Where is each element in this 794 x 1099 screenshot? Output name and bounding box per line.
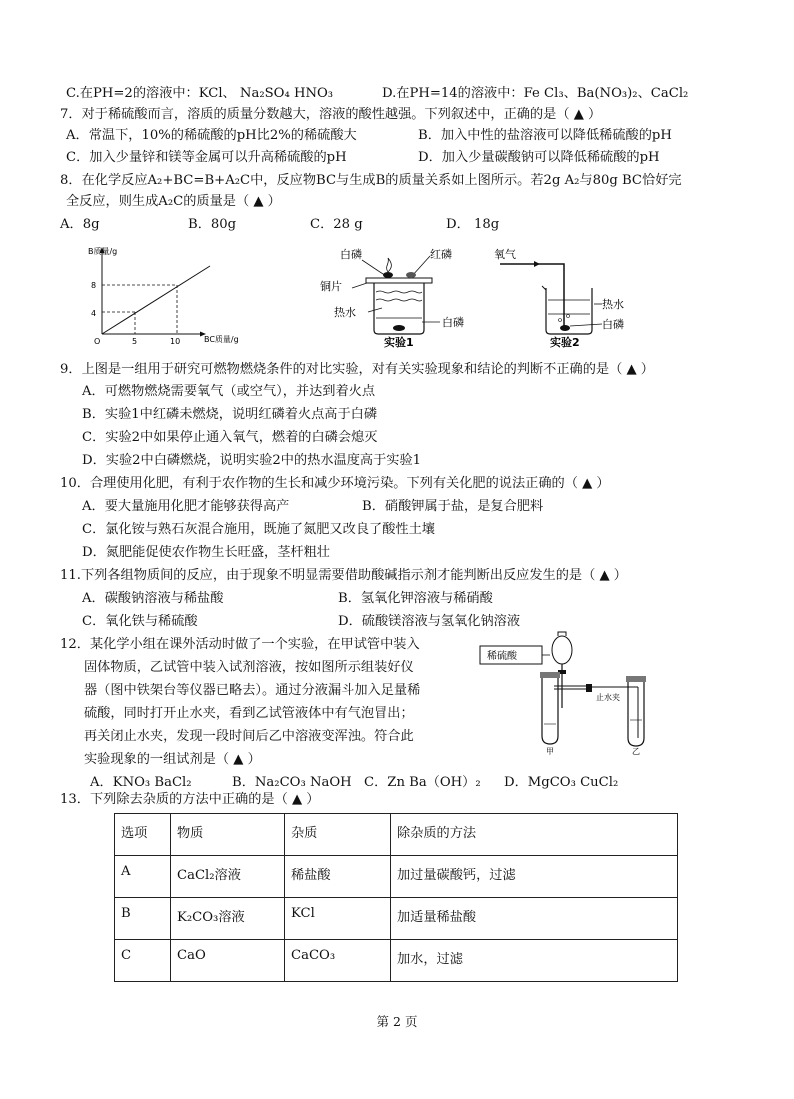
q12-stem-4: 硫酸，同时打开止水夹，看到乙试管液体中有气泡冒出； <box>84 706 414 721</box>
q12-option-b: B．Na₂CO₃ NaOH <box>232 775 352 790</box>
table-header-cell: 除杂质的方法 <box>391 814 678 856</box>
q7-option-a: A．常温下，10%的稀硫酸的pH比2%的稀硫酸大 <box>66 128 357 143</box>
q12-stem-3: 器（图中铁架台等仪器已略去）。通过分液漏斗加入足量稀 <box>84 683 421 698</box>
test-tube-jia <box>542 674 558 744</box>
table-cell: 稀盐酸 <box>285 856 391 898</box>
red-phosphorus-piece <box>406 272 416 278</box>
graph-x-tick-10: 10 <box>170 337 181 346</box>
oxygen-tube <box>500 264 564 326</box>
table-cell: B <box>115 898 171 940</box>
exp1-copper-label: 铜片 <box>320 280 342 293</box>
test-tube-yi <box>628 680 644 746</box>
table-row <box>115 940 678 982</box>
table-row <box>115 898 678 940</box>
graph-y-tick-8: 8 <box>91 281 97 290</box>
label-jia: 甲 <box>546 747 554 756</box>
q8-stem-2: 全反应，则生成A₂C的质量是（ ▲ ） <box>66 194 281 209</box>
q12-stem-2: 固体物质，乙试管中装入试剂溶液，按如图所示组装好仪 <box>84 660 414 675</box>
table-row <box>115 856 678 898</box>
q7-option-c: C．加入少量锌和镁等金属可以升高稀硫酸的pH <box>66 150 347 165</box>
table-cell: CaCl₂溶液 <box>171 856 285 898</box>
q9-option-d: D．实验2中白磷燃烧，说明实验2中的热水温度高于实验1 <box>82 453 422 468</box>
exp1-red-phosphorus-label: 红磷 <box>430 248 452 261</box>
q6-option-d: D.在PH=14的溶液中：Fe Cl₃、Ba(NO₃)₂、CaCl₂ <box>382 86 689 101</box>
q12-option-d: D．MgCO₃ CuCl₂ <box>504 775 619 790</box>
white-phosphorus-piece <box>383 272 393 278</box>
q13-options-table <box>114 813 678 982</box>
q8-option-d: D． 18g <box>446 217 500 232</box>
table-cell: K₂CO₃溶液 <box>171 898 285 940</box>
q13-stem: 13．下列除去杂质的方法中正确的是（ ▲ ） <box>60 792 320 807</box>
copper-plate <box>366 278 432 283</box>
graph-line <box>102 266 210 334</box>
experiment-2-diagram <box>490 244 640 349</box>
q9-stem: 9．上图是一组用于研究可燃物燃烧条件的对比实验，对有关实验现象和结论的判断不正确的是（ ▲ ） <box>60 362 654 377</box>
mass-relation-graph <box>82 244 252 349</box>
table-cell: 加适量稀盐酸 <box>391 898 678 940</box>
q7-option-b: B．加入中性的盐溶液可以降低稀硫酸的pH <box>418 128 672 143</box>
q11-stem: 11.下列各组物质间的反应，由于现象不明显需要借助酸碱指示剂才能判断出反应发生的是（ ▲ ） <box>60 568 627 583</box>
q11-option-c: C．氧化铁与稀硫酸 <box>82 614 198 629</box>
q11-option-a: A．碳酸钠溶液与稀盐酸 <box>82 591 224 606</box>
table-header-cell: 物质 <box>171 814 285 856</box>
q12-stem-6: 实验现象的一组试剂是（ ▲ ） <box>84 752 261 767</box>
table-header-row <box>115 814 678 856</box>
flame-icon <box>387 258 392 272</box>
page-footer: 第 2 页 <box>376 1014 418 1029</box>
table-header-cell: 杂质 <box>285 814 391 856</box>
table-cell: 加水，过滤 <box>391 940 678 982</box>
q10-option-b: B．硝酸钾属于盐，是复合肥料 <box>362 499 544 514</box>
q7-stem: 7．对于稀硫酸而言，溶质的质量分数越大，溶液的酸性越强。下列叙述中，正确的是（ ▲ ） <box>60 107 602 122</box>
stop-clamp <box>586 684 592 692</box>
graph-x-tick-5: 5 <box>132 337 138 346</box>
q12-stem-5: 再关闭止水夹，发现一段时间后乙中溶液变浑浊。符合此 <box>84 729 414 744</box>
separatory-funnel <box>552 636 572 664</box>
graph-origin: O <box>94 337 101 346</box>
experiment-1-diagram <box>318 244 488 349</box>
exp1-white-phosphorus-label: 白磷 <box>340 248 362 261</box>
table-cell: C <box>115 940 171 982</box>
clamp-label: 止水夹 <box>596 693 620 702</box>
q8-stem-1: 8．在化学反应A₂+BC=B+A₂C中，反应物BC与生成B的质量关系如上图所示。若2g A₂与80g BC恰好完 <box>60 173 682 188</box>
q9-option-c: C．实验2中如果停止通入氧气，燃着的白磷会熄灭 <box>82 430 378 445</box>
q12-option-a: A．KNO₃ BaCl₂ <box>90 775 192 790</box>
q9-option-a: A．可燃物燃烧需要氧气（或空气），并达到着火点 <box>82 384 376 399</box>
exp2-caption: 实验2 <box>550 336 580 349</box>
graph-y-tick-4: 4 <box>91 309 97 318</box>
q8-option-b: B．80g <box>188 217 237 232</box>
q11-option-b: B．氢氧化钾溶液与稀硝酸 <box>338 591 493 606</box>
q8-option-c: C．28 g <box>310 217 363 232</box>
table-cell: CaCO₃ <box>285 940 391 982</box>
table-cell: CaO <box>171 940 285 982</box>
q7-option-d: D．加入少量碳酸钠可以降低稀硫酸的pH <box>418 150 660 165</box>
acid-label: 稀硫酸 <box>487 651 517 662</box>
table-cell: KCl <box>285 898 391 940</box>
table-cell: A <box>115 856 171 898</box>
exp2-oxygen-label: 氧气 <box>494 248 516 261</box>
q6-option-c: C.在PH=2的溶液中：KCl、 Na₂SO₄ HNO₃ <box>66 86 334 101</box>
q10-stem: 10．合理使用化肥，有利于农作物的生长和减少环境污染。下列有关化肥的说法正确的（ ▲ ） <box>60 476 610 491</box>
q10-option-d: D．氮肥能促使农作物生长旺盛，茎杆粗壮 <box>82 545 330 560</box>
q10-option-c: C．氯化铵与熟石灰混合施用，既施了氮肥又改良了酸性土壤 <box>82 522 435 537</box>
label-yi: 乙 <box>632 747 640 756</box>
q12-stem-1: 12．某化学小组在课外活动时做了一个实验，在甲试管中装入 <box>60 637 420 652</box>
table-cell: 加过量碳酸钙，过滤 <box>391 856 678 898</box>
exp2-white-phosphorus-label: 白磷 <box>602 318 624 331</box>
q12-option-c: C．Zn Ba（OH）₂ <box>364 775 481 790</box>
graph-x-label: BC质量/g <box>204 335 239 344</box>
q10-option-a: A．要大量施用化肥才能够获得高产 <box>82 499 290 514</box>
q8-option-a: A．8g <box>60 217 100 232</box>
exp2-hot-water-label: 热水 <box>602 298 624 311</box>
table-header-cell: 选项 <box>115 814 171 856</box>
exp1-caption: 实验1 <box>384 336 414 349</box>
exp1-hot-water-label: 热水 <box>334 306 356 319</box>
q9-option-b: B．实验1中红磷未燃烧，说明红磷着火点高于白磷 <box>82 407 378 422</box>
graph-y-label: B质量/g <box>88 247 118 256</box>
q12-apparatus-diagram <box>478 628 668 756</box>
exp1-white-phosphorus-bottom-label: 白磷 <box>442 316 464 329</box>
q11-option-d: D．硫酸镁溶液与氢氧化钠溶液 <box>338 614 521 629</box>
